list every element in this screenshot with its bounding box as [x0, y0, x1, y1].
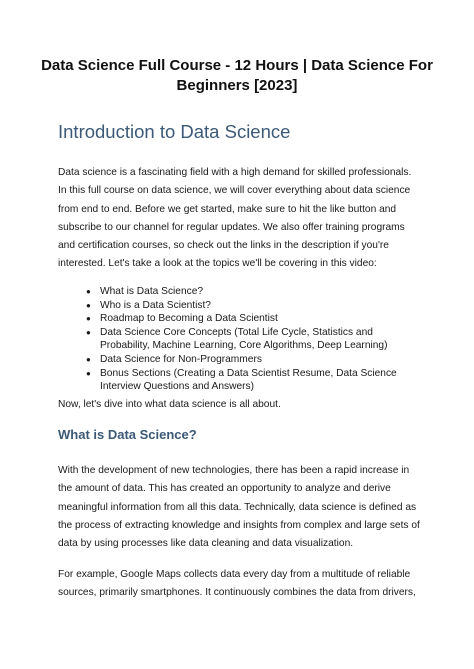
document-title: Data Science Full Course - 12 Hours | Data Science For Beginners [2023]: [41, 57, 433, 94]
bullet-icon: ●: [86, 354, 91, 364]
intro-paragraph: Data science is a fascinating field with a high demand for skilled professionals. In this full course on data science, we will cover everything about data science from end to end. Before we get started, make sure to hit the like button and subscribe to our channel for regular updates. We also offer training programs and certification courses, so check out the links in the description if you're interested. Let's take a look at the topics we'll be covering in this video:: [58, 167, 412, 270]
bullet-icon: ●: [86, 327, 91, 337]
body-paragraph: For example, Google Maps collects data every day from a multitude of reliable sources, primarily smartphones. It continuously combines the data from drivers,: [58, 569, 416, 599]
list-item: [86, 312, 422, 326]
list-item-text: Data Science Core Concepts (Total Life Cycle, Statistics and Probability, Machine Learning, Core Algorithms, Deep Learning): [100, 326, 388, 352]
list-item: [86, 326, 422, 353]
bullet-icon: ●: [86, 287, 91, 296]
section-heading: Introduction to Data Science: [58, 121, 291, 142]
list-item: [86, 353, 422, 367]
list-item: [86, 367, 422, 394]
list-item-text: Who is a Data Scientist?: [100, 299, 211, 311]
list-item: [86, 299, 422, 313]
bullet-icon: ●: [86, 300, 91, 310]
transition-paragraph: Now, let's dive into what data science is all about.: [58, 399, 281, 410]
list-item-text: Bonus Sections (Creating a Data Scientist Resume, Data Science Interview Questions and Answers): [100, 367, 397, 393]
topics-list: [86, 285, 422, 394]
list-item-text: Data Science for Non-Programmers: [100, 353, 262, 365]
subsection-heading: What is Data Science?: [58, 427, 197, 442]
list-item: [86, 285, 422, 299]
list-item-text: Roadmap to Becoming a Data Scientist: [100, 313, 278, 325]
bullet-icon: ●: [86, 314, 91, 324]
body-paragraph: With the development of new technologies, there has been a rapid increase in the amount of data. This has created an opportunity to analyze and derive meaningful information from all this data. Technically, data science is defined as the process of extracting knowledge and insights from complex and large sets of data by using processes like data cleaning and data visualization.: [58, 465, 420, 550]
list-item-text: What is Data Science?: [100, 286, 204, 297]
bullet-icon: ●: [86, 368, 91, 378]
